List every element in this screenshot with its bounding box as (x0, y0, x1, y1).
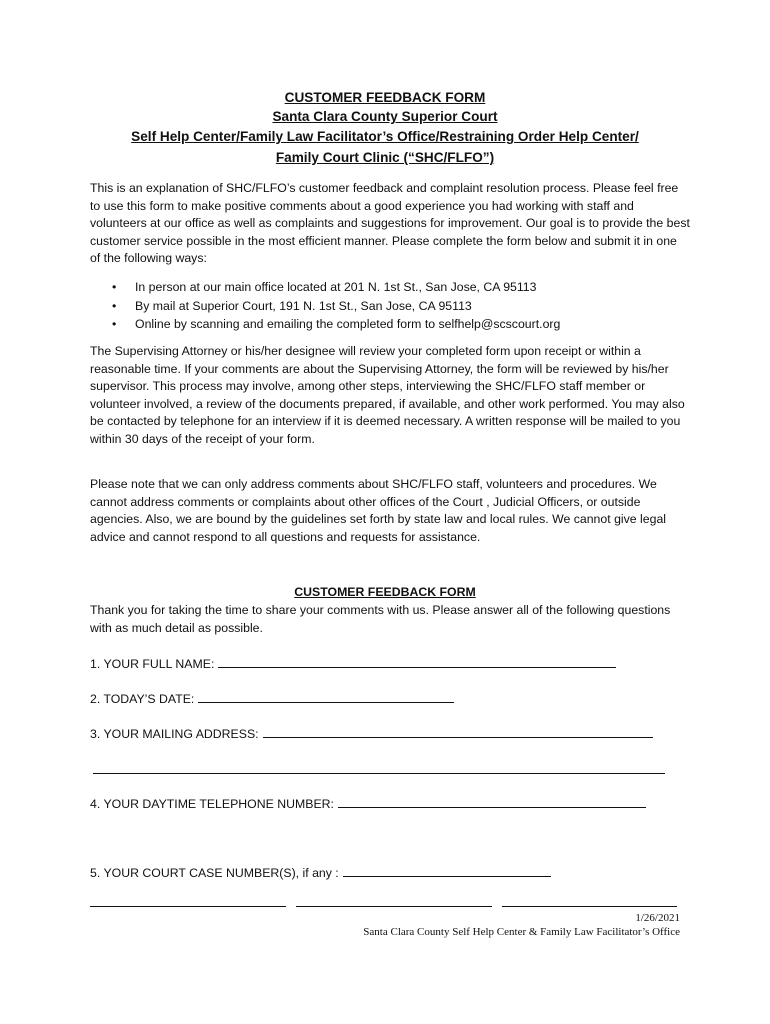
mailing-address-field-line-2[interactable] (93, 773, 665, 774)
list-item: • By mail at Superior Court, 191 N. 1st St., San Jose, CA 95113 (90, 297, 690, 316)
list-item: • In person at our main office located at 201 N. 1st St., San Jose, CA 95113 (90, 278, 690, 297)
note-paragraph: Please note that we can only address comments about SHC/FLFO staff, volunteers and procedures. We cannot address comments or complaints about other offices of the Court , Judicial Officers, or outside agencies. Also, we are bound by the guidelines set forth by state law and local rules. We cannot give legal advice and cannot respond to all questions and requests for assistance. (90, 477, 667, 544)
question-todays-date (90, 690, 454, 706)
review-paragraph: The Supervising Attorney or his/her designee will review your completed form upon receipt or within a reasonable time. If your comments are about the Supervising Attorney, the form will be reviewed by his/her supervisor. This process may involve, among other steps, interviewing the SHC/FLFO staff member or volunteer involved, a review of the documents prepared, if available, and other work performed. You may also be contacted by telephone for an interview if it is deemed necessary. A written response will be mailed to you within 30 days of the receipt of your form. (90, 344, 685, 446)
question-mailing-address (90, 725, 653, 741)
full-name-label: 1. YOUR FULL NAME: (90, 657, 215, 671)
court-name: Santa Clara County Superior Court (272, 109, 498, 124)
footer-divider (90, 906, 286, 907)
case-number-field[interactable] (343, 864, 551, 877)
footer-divider (296, 906, 492, 907)
intro-paragraph: This is an explanation of SHC/FLFO’s customer feedback and complaint resolution process. Please feel free to use this form to make positive comments about a good experience you had working with staff and volunteers at our office as well as complaints and suggestions for improvement. Our goal is to provide the best customer service possible in the most efficient manner. Please complete the form below and submit it in one of the following ways: (90, 181, 690, 265)
office-names: Self Help Center/Family Law Facilitator’s Office/Restraining Order Help Center/ (131, 129, 639, 144)
question-full-name (90, 655, 616, 671)
todays-date-label: 2. TODAY’S DATE: (90, 692, 195, 706)
list-item: • Online by scanning and emailing the completed form to selfhelp@scscourt.org (90, 315, 690, 334)
footer-divider (502, 906, 677, 907)
todays-date-field[interactable] (198, 690, 454, 703)
form-instructions: Thank you for taking the time to share your comments with us. Please answer all of the following questions with as much detail as possible. (90, 603, 671, 635)
case-number-label: 5. YOUR COURT CASE NUMBER(S), if any : (90, 866, 339, 880)
footer-office: Santa Clara County Self Help Center & Family Law Facilitator’s Office (363, 926, 680, 938)
question-daytime-phone (90, 795, 646, 811)
mailing-address-label: 3. YOUR MAILING ADDRESS: (90, 727, 259, 741)
footer-date: 1/26/2021 (635, 912, 680, 924)
question-case-number (90, 864, 551, 880)
form-section-title: CUSTOMER FEEDBACK FORM (294, 585, 476, 599)
daytime-phone-label: 4. YOUR DAYTIME TELEPHONE NUMBER: (90, 797, 334, 811)
daytime-phone-field[interactable] (338, 795, 646, 808)
mailing-address-field[interactable] (263, 725, 653, 738)
form-title: CUSTOMER FEEDBACK FORM (284, 90, 486, 105)
full-name-field[interactable] (218, 655, 616, 668)
clinic-name: Family Court Clinic (“SHC/FLFO”) (275, 150, 495, 165)
submission-methods-list (90, 278, 690, 334)
